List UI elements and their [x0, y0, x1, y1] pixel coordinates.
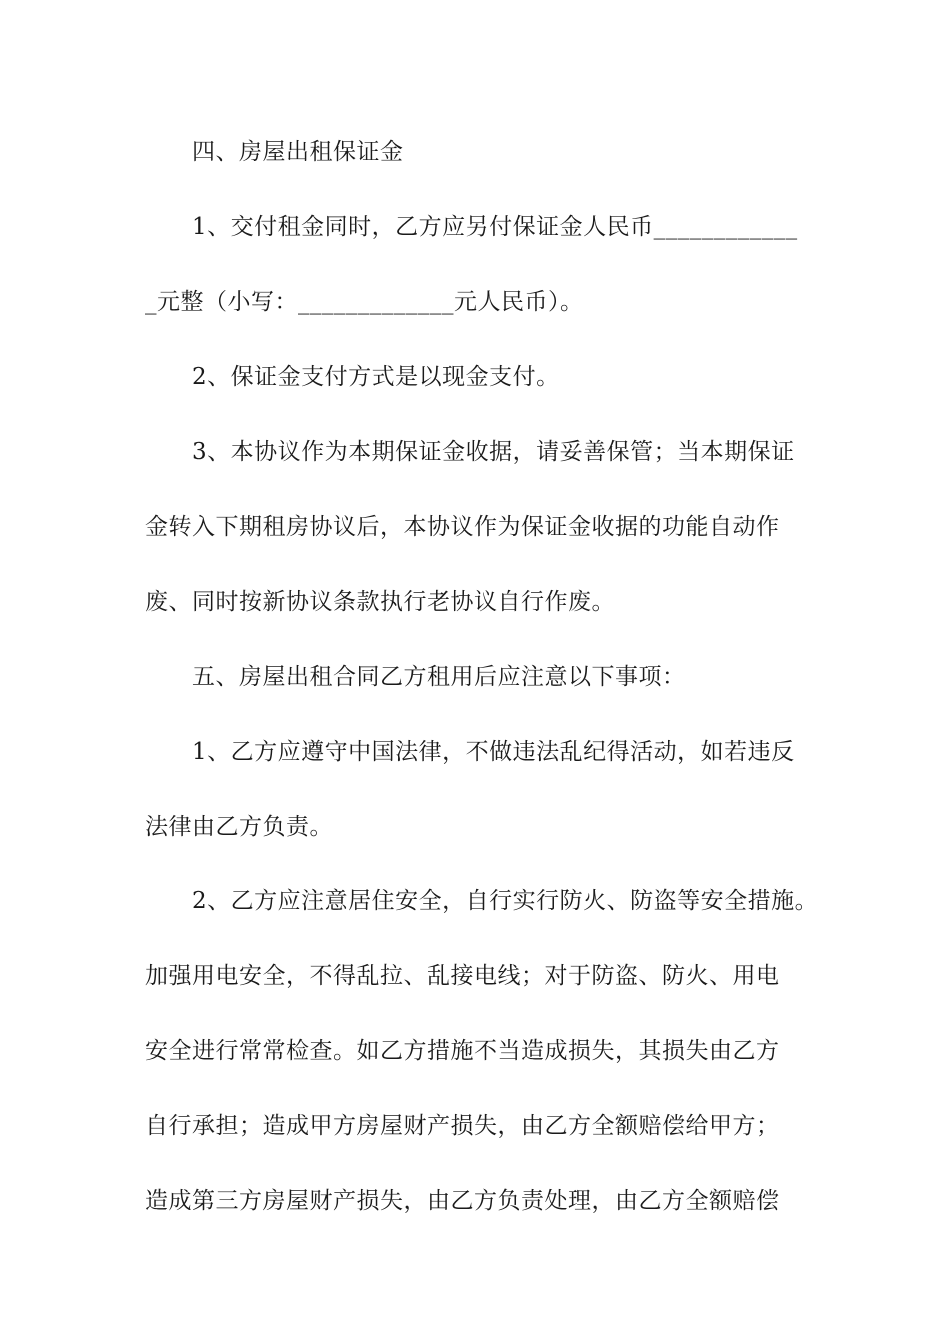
paragraph-line: 法律由乙方负责。	[145, 814, 333, 840]
paragraph-line: _元整（小写：_____________元人民币）。	[145, 289, 584, 315]
paragraph-line: 1、交付租金同时，乙方应另付保证金人民币____________	[192, 214, 798, 240]
paragraph-line: 2、乙方应注意居住安全，自行实行防火、防盗等安全措施。	[192, 888, 819, 914]
paragraph-line: 废、同时按新协议条款执行老协议自行作废。	[145, 589, 615, 615]
paragraph-line: 2、保证金支付方式是以现金支付。	[192, 364, 560, 390]
paragraph-line: 1、乙方应遵守中国法律，不做违法乱纪得活动，如若违反	[192, 739, 795, 765]
paragraph-line: 金转入下期租房协议后，本协议作为保证金收据的功能自动作	[145, 514, 780, 540]
paragraph-line: 自行承担；造成甲方房屋财产损失，由乙方全额赔偿给甲方；	[145, 1113, 780, 1139]
paragraph-line: 安全进行常常检查。如乙方措施不当造成损失，其损失由乙方	[145, 1038, 780, 1064]
paragraph-line: 3、本协议作为本期保证金收据，请妥善保管；当本期保证	[192, 439, 795, 465]
paragraph-line: 加强用电安全，不得乱拉、乱接电线；对于防盗、防火、用电	[145, 963, 780, 989]
section-heading-deposit: 四、房屋出租保证金	[192, 139, 404, 165]
paragraph-line: 造成第三方房屋财产损失，由乙方负责处理，由乙方全额赔偿	[145, 1188, 780, 1214]
section-heading-notices: 五、房屋出租合同乙方租用后应注意以下事项：	[192, 664, 686, 690]
